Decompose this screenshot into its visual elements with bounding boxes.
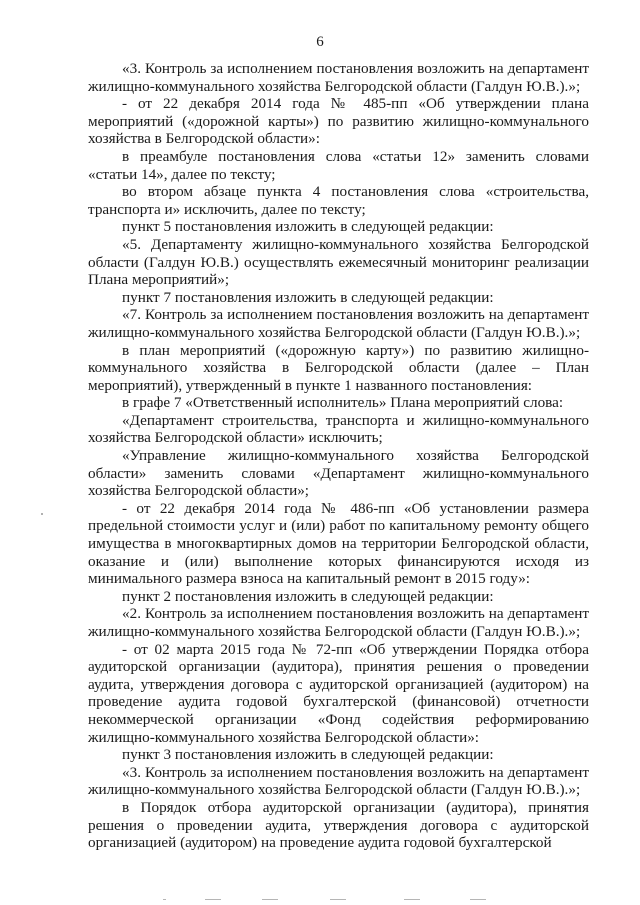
page-number: 6 — [316, 34, 324, 50]
scan-edge-marks — [0, 891, 640, 905]
paragraph: - от 22 декабря 2014 года № 486-пп «Об установлении размера предельной стоимости услуг и (или) работ по капитальному ремонту общего имущества в многоквартирных домов на территории Белгородской области, оказание и (или) выполнение которых финансируются исходя из минимального размера взноса на капитальный ремонт в 2015 году»: — [88, 499, 589, 588]
paragraph: в преамбуле постановления слова «статьи 12» заменить словами «статьи 14», далее по тексту; — [88, 147, 589, 183]
paragraph: - от 22 декабря 2014 года № 485-пп «Об утверждении плана мероприятий («дорожной карты») по развитию жилищно-коммунального хозяйства в Белгородской области»: — [88, 95, 589, 148]
paragraph: пункт 3 постановления изложить в следующей редакции: — [122, 746, 494, 764]
paragraph: пункт 7 постановления изложить в следующей редакции: — [122, 288, 494, 306]
document-body — [88, 60, 589, 852]
paragraph: «7. Контроль за исполнением постановления возложить на департамент жилищно-коммунального хозяйства Белгородской области (Галдун Ю.В.).»; — [88, 306, 589, 341]
paragraph: «Департамент строительства, транспорта и жилищно-коммунального хозяйства Белгородской области» исключить; — [88, 411, 589, 447]
scan-speck — [41, 513, 43, 515]
paragraph: в Порядок отбора аудиторской организации (аудитора), принятия решения о проведении аудита, утверждения договора с аудиторской организацией (аудитором) на проведение аудита годовой бухгалтерской — [88, 798, 589, 852]
paragraph: «5. Департаменту жилищно-коммунального хозяйства Белгородской области (Галдун Ю.В.) осуществлять ежемесячный мониторинг реализации Плана мероприятий»; — [88, 235, 589, 289]
paragraph: «2. Контроль за исполнением постановления возложить на департамент жилищно-коммунального хозяйства Белгородской области (Галдун Ю.В.).»; — [88, 605, 589, 640]
paragraph: в графе 7 «Ответственный исполнитель» Плана мероприятий слова: — [122, 394, 564, 412]
paragraph: в план мероприятий («дорожную карту») по развитию жилищно-коммунального хозяйства в Белгородской области (далее – План мероприятий), утвержденный в пункте 1 названного постановления: — [88, 341, 589, 394]
paragraph: пункт 2 постановления изложить в следующей редакции: — [122, 587, 494, 605]
paragraph: пункт 5 постановления изложить в следующей редакции: — [122, 218, 494, 236]
paragraph: «3. Контроль за исполнением постановления возложить на департамент жилищно-коммунального хозяйства Белгородской области (Галдун Ю.В.).»; — [88, 763, 589, 799]
paragraph: - от 02 марта 2015 года № 72-пп «Об утверждении Порядка отбора аудиторской организации (аудитора), принятия решения о проведении аудита, утверждения договора с аудиторской организацией (аудитором) на проведение аудита годовой бухгалтерской (финансовой) отчетности некоммерческой организации «Фонд содействия реформированию жилищно-коммунального хозяйства Белгородской области»: — [88, 640, 589, 746]
paragraph: во втором абзаце пункта 4 постановления слова «строительства, транспорта и» исключить, далее по тексту; — [88, 183, 589, 218]
paragraph: «3. Контроль за исполнением постановления возложить на департамент жилищно-коммунального хозяйства Белгородской области (Галдун Ю.В.).»; — [88, 60, 589, 95]
paragraph: «Управление жилищно-коммунального хозяйства Белгородской области» заменить словами «Департамент жилищно-коммунального хозяйства Белгородской области»; — [88, 447, 589, 500]
